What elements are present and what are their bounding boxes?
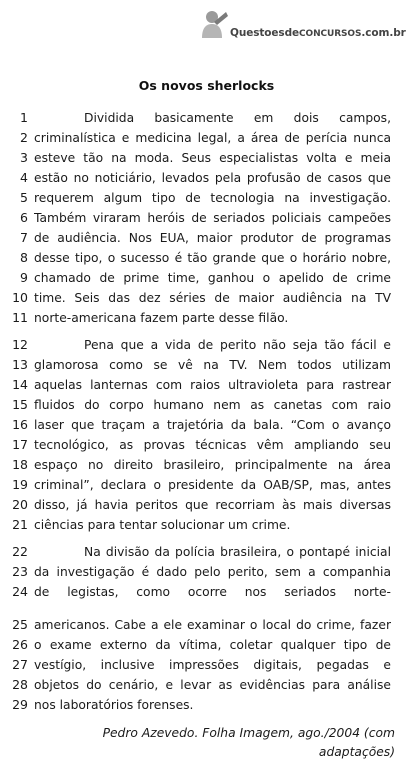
text-line: [0, 108, 413, 128]
text-line: [0, 495, 413, 515]
line-text: nos laboratórios forenses.: [34, 698, 194, 712]
line-text: criminal”, declara o presidente da OAB/SP, mas, antes: [34, 478, 391, 492]
line-number: 28: [12, 677, 28, 692]
line-text: esteve tão na moda. Seus especialistas volta e meia: [34, 151, 391, 165]
text-line: [0, 695, 413, 715]
line-number: 19: [12, 477, 28, 492]
text-line: [0, 615, 413, 635]
text-line: [0, 308, 413, 328]
line-text: requerem algum tipo de tecnologia na investigação.: [34, 191, 391, 205]
line-number: 13: [12, 357, 28, 372]
line-number: 25: [12, 617, 28, 632]
line-text: de audiência. Nos EUA, maior produtor de programas: [34, 231, 391, 245]
text-line: [0, 128, 413, 148]
line-text: ciências para tentar solucionar um crime.: [34, 518, 291, 532]
logo-brand: CONCURSOS: [299, 29, 362, 39]
text-line: [0, 415, 413, 435]
line-text: Também viraram heróis de seriados policiais campeões: [34, 211, 391, 225]
line-text: da investigação é dado pelo perito, sem a companhia: [34, 565, 391, 579]
text-line: [0, 675, 413, 695]
line-text: de legistas, como ocorre nos seriados norte-: [34, 585, 391, 599]
text-line: [0, 582, 413, 602]
line-text: americanos. Cabe a ele examinar o local do crime, fazer: [34, 618, 391, 632]
text-line: [0, 375, 413, 395]
logo-prefix: Questoesde: [230, 27, 300, 39]
logo-wordmark: [230, 27, 406, 39]
line-number: 27: [12, 657, 28, 672]
source-citation-line1: Pedro Azevedo. Folha Imagem, ago./2004 (com: [102, 726, 395, 740]
text-line: [0, 542, 413, 562]
line-number: 1: [20, 110, 28, 125]
site-logo[interactable]: [198, 6, 404, 44]
line-number: 10: [12, 290, 28, 305]
line-text: desse tipo, o sucesso é tão grande que o horário nobre,: [34, 251, 391, 265]
line-number: 7: [20, 230, 28, 245]
text-line: [0, 288, 413, 308]
source-citation-line2: adaptações): [318, 745, 395, 759]
text-line: [0, 655, 413, 675]
line-number: 8: [20, 250, 28, 265]
line-number: 9: [20, 270, 28, 285]
line-number: 2: [20, 130, 28, 145]
line-text: Pena que a vida de perito não seja tão fácil e: [84, 338, 391, 352]
line-number: 16: [12, 417, 28, 432]
line-text: aquelas lanternas com raios ultravioleta para rastrear: [34, 378, 391, 392]
line-text: disso, já havia peritos que recorriam às mais diversas: [34, 498, 391, 512]
line-text: tecnológico, as provas técnicas vêm ampliando seu: [34, 438, 391, 452]
line-number: 23: [12, 564, 28, 579]
text-line: [0, 562, 413, 582]
line-text: criminalística e medicina legal, a área de perícia nunca: [34, 131, 391, 145]
text-title: Os novos sherlocks: [138, 78, 275, 93]
text-line: [0, 228, 413, 248]
line-number: 4: [20, 170, 28, 185]
line-number: 22: [12, 544, 28, 559]
line-text: glamorosa como se vê na TV. Nem todos utilizam: [34, 358, 391, 372]
line-number: 3: [20, 150, 28, 165]
line-number: 17: [12, 437, 28, 452]
line-number: 29: [12, 697, 28, 712]
line-number: 26: [12, 637, 28, 652]
line-number: 6: [20, 210, 28, 225]
line-text: Dividida basicamente em dois campos,: [84, 111, 391, 125]
text-line: [0, 168, 413, 188]
line-number: 21: [12, 517, 28, 532]
text-line: [0, 355, 413, 375]
text-line: [0, 455, 413, 475]
line-text: o exame externo da vítima, coletar qualquer tipo de: [34, 638, 391, 652]
line-number: 24: [12, 584, 28, 599]
line-number: 12: [12, 337, 28, 352]
line-text: vestígio, inclusive impressões digitais, pegadas e: [34, 658, 391, 672]
text-line: [0, 435, 413, 455]
text-line: [0, 635, 413, 655]
line-number: 18: [12, 457, 28, 472]
text-line: [0, 395, 413, 415]
line-text: espaço no direito brasileiro, principalmente na área: [34, 458, 391, 472]
text-line: [0, 515, 413, 535]
text-line: [0, 335, 413, 355]
line-number: 20: [12, 497, 28, 512]
text-line: [0, 208, 413, 228]
line-text: fluidos do corpo humano nem as canetas com raio: [34, 398, 391, 412]
line-number: 5: [20, 190, 28, 205]
line-number: 14: [12, 377, 28, 392]
line-text: objetos do cenário, e levar as evidências para análise: [34, 678, 391, 692]
line-text: norte-americana fazem parte desse filão.: [34, 311, 289, 325]
text-line: [0, 188, 413, 208]
text-line: [0, 248, 413, 268]
text-line: [0, 475, 413, 495]
person-icon: [200, 8, 230, 42]
line-text: Na divisão da polícia brasileira, o pontapé inicial: [84, 545, 391, 559]
logo-suffix: .com.br: [361, 27, 406, 39]
line-text: time. Seis das dez séries de maior audiência na TV: [34, 291, 391, 305]
text-line: [0, 268, 413, 288]
line-text: chamado de prime time, ganhou o apelido de crime: [34, 271, 391, 285]
text-line: [0, 148, 413, 168]
line-number: 15: [12, 397, 28, 412]
line-number: 11: [12, 310, 28, 325]
line-text: laser que traçam a trajetória da bala. “Com o avanço: [34, 418, 391, 432]
line-text: estão no noticiário, levados pela profusão de casos que: [34, 171, 391, 185]
